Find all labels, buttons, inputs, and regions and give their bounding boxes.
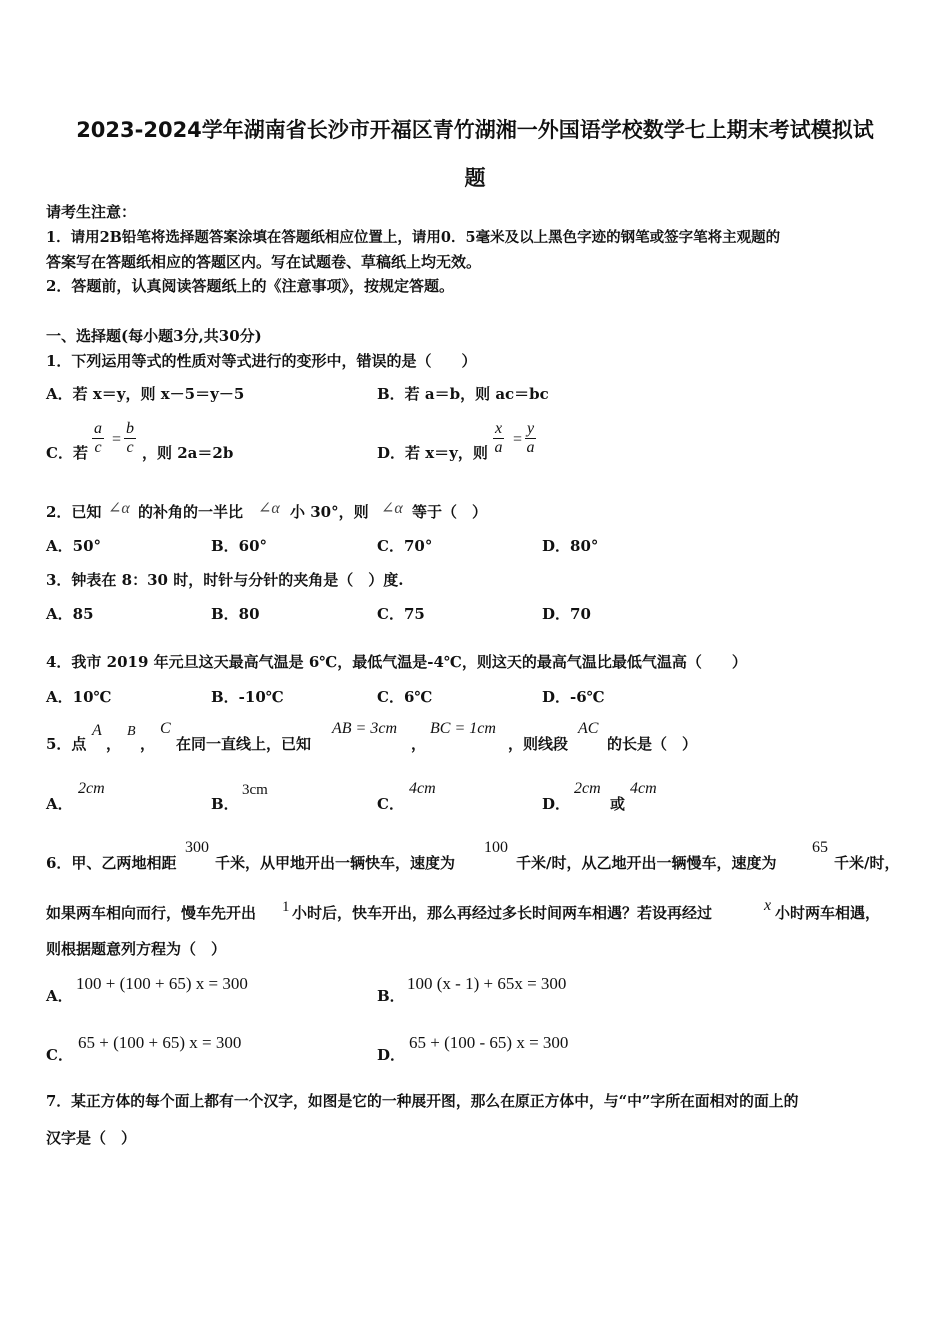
question-6-line1-part4: 千米/时， xyxy=(834,854,900,872)
notice-item-1: 1．请用2B铅笔将选择题答案涂填在答题纸相应位置上，请用0．5毫米及以上黑色字迹的钢笔或签字笔将主观题的 xyxy=(46,229,781,246)
equation-c: 65 + (100 + 65) x = 300 xyxy=(78,1033,242,1052)
question-6-line2-part3: 小时两车相遇， xyxy=(775,904,881,922)
section-heading: 一、选择题(每小题3分,共30分) xyxy=(46,327,262,345)
question-5-option-b: B． xyxy=(211,795,239,813)
equals-sign: = xyxy=(112,431,122,448)
point-a: A xyxy=(92,722,102,739)
distance-300: 300 xyxy=(185,839,209,856)
question-6-line3: 则根据题意列方程为（ ） xyxy=(46,940,227,958)
angle-alpha: ∠α xyxy=(258,500,280,517)
question-3-option-d: D．70 xyxy=(542,605,591,623)
option-a-value: 2cm xyxy=(78,780,105,797)
question-4-stem: 4．我市 2019 年元旦这天最高气温是 6℃，最低气温是-4℃，则这天的最高气温比最低气温高（ ） xyxy=(46,653,747,671)
fraction-x-over-a: $\frac{x}{a}$ xyxy=(494,420,503,456)
question-6-option-b: B． xyxy=(377,987,405,1005)
segment-bc: BC = 1cm xyxy=(430,720,496,737)
point-c: C xyxy=(160,720,171,737)
question-1-option-d-label: D．若 x＝y，则 xyxy=(377,444,488,462)
segment-ac: AC xyxy=(578,720,599,737)
question-2-stem-part3: 小 30°，则 xyxy=(290,503,369,521)
question-4-option-b: B．-10℃ xyxy=(211,688,284,706)
question-5-option-c: C． xyxy=(377,795,404,813)
fraction-b-over-c: $\frac{b}{c}$ xyxy=(126,420,134,456)
question-5-stem-part3: ，则线段 xyxy=(508,735,569,753)
comma: ， xyxy=(140,735,156,753)
question-1-option-c-label: C．若 xyxy=(46,444,88,462)
variable-x: x xyxy=(764,897,772,914)
question-6-line2-part2: 小时后，快车开出，那么再经过多长时间两车相遇？若设再经过 xyxy=(292,904,713,922)
question-6-line2-part1: 如果两车相向而行，慢车先开出 xyxy=(46,904,257,922)
notice-item-2: 2．答题前，认真阅读答题纸上的《注意事项》，按规定答题。 xyxy=(46,277,454,295)
question-5-stem-part1: 5．点 xyxy=(46,735,87,753)
question-2-option-a: A．50° xyxy=(46,537,102,555)
question-6-option-a: A． xyxy=(46,987,73,1005)
question-5-stem-part4: 的长是（ ） xyxy=(607,735,698,753)
option-c-value: 4cm xyxy=(409,780,436,797)
question-1-option-a: A．若 x＝y，则 x－5＝y－5 xyxy=(46,385,245,403)
question-3-option-a: A．85 xyxy=(46,605,94,623)
question-3-option-b: B．80 xyxy=(211,605,260,623)
question-4-option-c: C．6℃ xyxy=(377,688,433,706)
speed-65: 65 xyxy=(812,839,828,856)
notice-item-1-cont: 答案写在答题纸相应的答题区内。写在试题卷、草稿纸上均无效。 xyxy=(46,253,482,271)
question-6-line1-part2: 千米，从甲地开出一辆快车，速度为 xyxy=(215,854,456,872)
equation-d: 65 + (100 - 65) x = 300 xyxy=(409,1033,569,1052)
page-title-cont: 题 xyxy=(464,166,486,190)
question-2-option-c: C．70° xyxy=(377,537,433,555)
question-6-line1-part1: 6．甲、乙两地相距 xyxy=(46,854,177,872)
question-5-stem-part2: 在同一直线上，已知 xyxy=(176,735,312,753)
equation-b: 100 (x - 1) + 65x = 300 xyxy=(407,974,567,993)
question-1-option-c-tail: ，则 2a＝2b xyxy=(142,444,234,462)
option-d-value-1: 2cm xyxy=(574,780,601,797)
speed-100: 100 xyxy=(484,839,508,856)
fraction-y-over-a: $\frac{y}{a}$ xyxy=(526,420,535,456)
question-3-option-c: C．75 xyxy=(377,605,425,623)
fraction-a-over-c: $\frac{a}{c}$ xyxy=(94,420,102,456)
question-6-option-c: C． xyxy=(46,1046,73,1064)
question-1-stem: 1．下列运用等式的性质对等式进行的变形中，错误的是（ ） xyxy=(46,352,477,370)
option-d-or: 或 xyxy=(610,795,626,813)
question-6-line1-part3: 千米/时，从乙地开出一辆慢车，速度为 xyxy=(516,854,777,872)
segment-ab: AB = 3cm xyxy=(332,720,397,737)
question-7-line2: 汉字是（ ） xyxy=(46,1129,137,1147)
notice-heading: 请考生注意： xyxy=(46,203,137,221)
question-2-option-d: D．80° xyxy=(542,537,599,555)
question-4-option-d: D．-6℃ xyxy=(542,688,605,706)
equation-a: 100 + (100 + 65) x = 300 xyxy=(76,974,248,993)
question-2-option-b: B．60° xyxy=(211,537,268,555)
angle-alpha: ∠α xyxy=(108,500,130,517)
question-2-stem-part4: 等于（ ） xyxy=(412,503,488,521)
equals-sign: = xyxy=(513,431,523,448)
comma: ， xyxy=(411,735,427,753)
question-5-option-d: D． xyxy=(542,795,571,813)
option-b-value: 3cm xyxy=(242,782,268,798)
question-3-stem: 3．钟表在 8：30 时，时针与分针的夹角是（ ）度. xyxy=(46,571,404,589)
question-6-option-d: D． xyxy=(377,1046,406,1064)
question-1-option-b: B．若 a＝b，则 ac＝bc xyxy=(377,385,549,403)
angle-alpha: ∠α xyxy=(381,500,403,517)
point-b: B xyxy=(127,724,136,739)
question-4-option-a: A．10℃ xyxy=(46,688,112,706)
option-d-value-2: 4cm xyxy=(630,780,657,797)
page-title: 2023-2024学年湖南省长沙市开福区青竹湖湘一外国语学校数学七上期末考试模拟试 xyxy=(76,118,874,142)
question-2-stem-part2: 的补角的一半比 xyxy=(138,503,244,521)
question-5-option-a: A． xyxy=(46,795,73,813)
question-2-stem-part1: 2．已知 xyxy=(46,503,102,521)
hours-1: 1 xyxy=(282,899,290,915)
comma: ， xyxy=(106,735,122,753)
question-7-line1: 7．某正方体的每个面上都有一个汉字，如图是它的一种展开图，那么在原正方体中，与“中”字所在面相对的面上的 xyxy=(46,1093,799,1110)
